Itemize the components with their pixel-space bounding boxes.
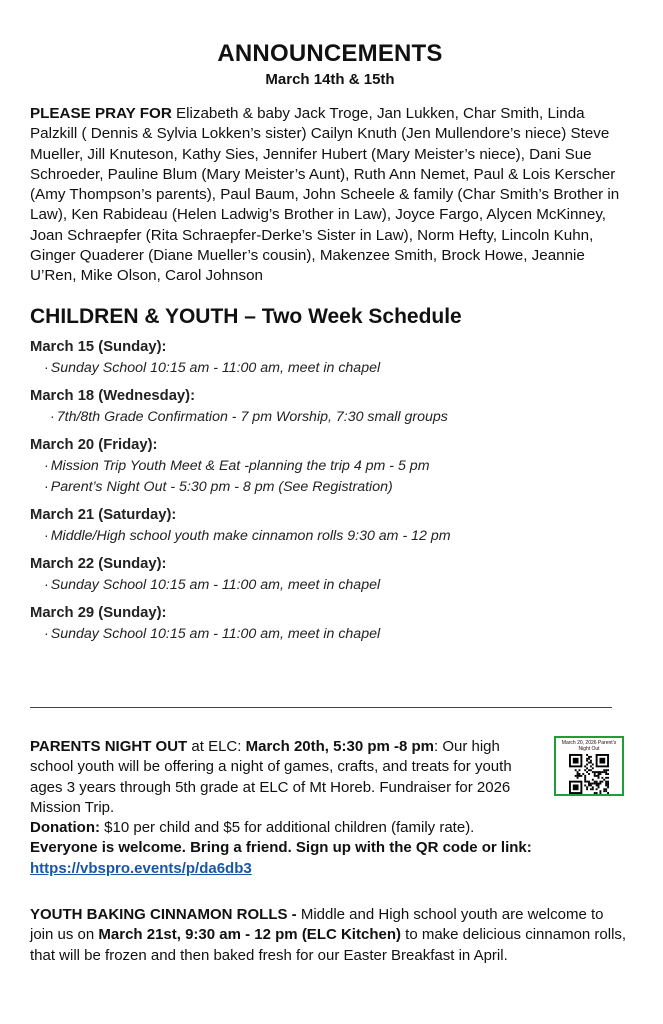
parents-night-at: at ELC bbox=[187, 738, 238, 755]
cinnamon-text-2: to make delicious cinnamon rolls, that will be frozen and then baked fresh for our Easter Breakfast in April. bbox=[30, 926, 627, 964]
schedule-item-text: Sunday School 10:15 am - 11:00 am, meet in chapel bbox=[50, 359, 381, 376]
prayer-names: Elizabeth & baby Jack Troge, Jan Lukken, Char Smith, Linda Palzkill ( Dennis & Sylvia Lokken’s sister) Cailyn Knuth (Jen Mullendore’s niece) Steve Mueller, Jill Knuteson, Kathy Sies, Jennifer Hubert (Mary Meister’s niece), Dani Sue Schroeder, Pauline Blum (Mary Meister’s Aunt), Ruth Ann Nemet, Paul & Lois Kerscher (Amy Thompson’s parents), Paul Baum, John Scheele & family (Char Smith’s Brother in Law), Ken Rabideau (Helen Ladwig’s Brother in Law), Joyce Fargo, Alycen McKinney, Joan Schraepfer (Rita Schraepfer-Derke’s Sister in Law), Norm Hefty, Lincoln Kuhn, Ginger Quaderer (Diane Mueller’s cousin), Makenzee Smith, Brock Howe, Jeannie U’Ren, Mike Olson, Carol Johnson bbox=[30, 105, 620, 285]
welcome-text: Everyone is welcome. Bring a friend. Sign up with the QR code or link: bbox=[30, 839, 532, 857]
schedule-date: March 22 (Sunday): bbox=[30, 555, 167, 572]
prayer-label: PLEASE PRAY FOR bbox=[30, 105, 172, 122]
qr-code-card[interactable] bbox=[554, 736, 624, 796]
schedule-item-text: Mission Trip Youth Meet & Eat -planning the trip 4 pm - 5 pm bbox=[50, 457, 430, 474]
schedule-day bbox=[30, 386, 630, 428]
parents-night-title: PARENTS NIGHT OUT bbox=[30, 738, 188, 755]
schedule-date: March 18 (Wednesday): bbox=[30, 387, 196, 404]
schedule-day bbox=[30, 337, 630, 379]
cinnamon-when: March 21st, 9:30 am - 12 pm (ELC Kitchen) bbox=[98, 926, 401, 944]
donation-text: $10 per child and $5 for additional children (family rate). bbox=[99, 819, 475, 837]
bullet-icon: · bbox=[44, 359, 49, 376]
schedule-date: March 15 (Sunday): bbox=[30, 338, 167, 355]
schedule-item-text: Parent’s Night Out - 5:30 pm - 8 pm (See Registration) bbox=[50, 478, 393, 495]
schedule-item bbox=[30, 575, 630, 596]
schedule-day bbox=[30, 505, 630, 547]
cinnamon-rolls-section bbox=[30, 905, 630, 966]
schedule-date: March 20 (Friday): bbox=[30, 436, 158, 453]
schedule-item bbox=[30, 456, 630, 477]
section-divider bbox=[30, 707, 612, 708]
schedule-day bbox=[30, 554, 630, 596]
youth-schedule bbox=[30, 337, 630, 645]
schedule-item bbox=[30, 624, 630, 645]
qr-label: March 20, 2026 Parent’s Night Out bbox=[561, 740, 617, 752]
bullet-icon: · bbox=[44, 625, 49, 642]
parents-night-when: March 20th, 5:30 pm -8 pm bbox=[245, 738, 434, 755]
bullet-icon: · bbox=[44, 478, 49, 495]
page-date: March 14th & 15th bbox=[265, 71, 395, 88]
schedule-item-text: Sunday School 10:15 am - 11:00 am, meet in chapel bbox=[50, 625, 381, 642]
youth-heading: CHILDREN & YOUTH – Two Week Schedule bbox=[30, 304, 462, 328]
schedule-item-text: Middle/High school youth make cinnamon rolls 9:30 am - 12 pm bbox=[50, 527, 451, 544]
page-title: ANNOUNCEMENTS bbox=[217, 40, 443, 67]
donation-label: Donation: bbox=[30, 819, 100, 837]
schedule-item bbox=[30, 358, 630, 379]
schedule-item-text: 7th/8th Grade Confirmation - 7 pm Worship, 7:30 small groups bbox=[56, 408, 448, 425]
parents-night-colon: : bbox=[237, 738, 246, 755]
bullet-icon: · bbox=[44, 457, 49, 474]
schedule-item-text: Sunday School 10:15 am - 11:00 am, meet in chapel bbox=[50, 576, 381, 593]
schedule-day bbox=[30, 435, 630, 498]
schedule-item bbox=[30, 407, 630, 428]
schedule-item bbox=[30, 477, 630, 498]
bulletin-page bbox=[30, 40, 630, 652]
bullet-icon: · bbox=[50, 408, 55, 425]
schedule-date: March 29 (Sunday): bbox=[30, 604, 167, 621]
schedule-date: March 21 (Saturday): bbox=[30, 506, 177, 523]
cinnamon-title: YOUTH BAKING CINNAMON ROLLS - bbox=[30, 906, 297, 923]
parents-night-colon2: : bbox=[434, 738, 439, 755]
parents-night-body: Our high school youth will be offering a night of games, crafts, and treats for youth ages 3 years through 5th grade at ELC of Mt Horeb. Fundraiser for 2026 Mission Trip. bbox=[30, 738, 512, 816]
prayer-list bbox=[30, 104, 630, 287]
qr-code-icon bbox=[569, 754, 609, 794]
signup-link[interactable]: https://vbspro.events/p/da6db3 bbox=[30, 859, 252, 877]
bullet-icon: · bbox=[44, 527, 49, 544]
schedule-item bbox=[30, 526, 630, 547]
schedule-day bbox=[30, 603, 630, 645]
parents-night-section bbox=[30, 737, 620, 879]
cinnamon-text-1: Middle and High school youth are welcome to join us on bbox=[30, 906, 604, 944]
bullet-icon: · bbox=[44, 576, 49, 593]
